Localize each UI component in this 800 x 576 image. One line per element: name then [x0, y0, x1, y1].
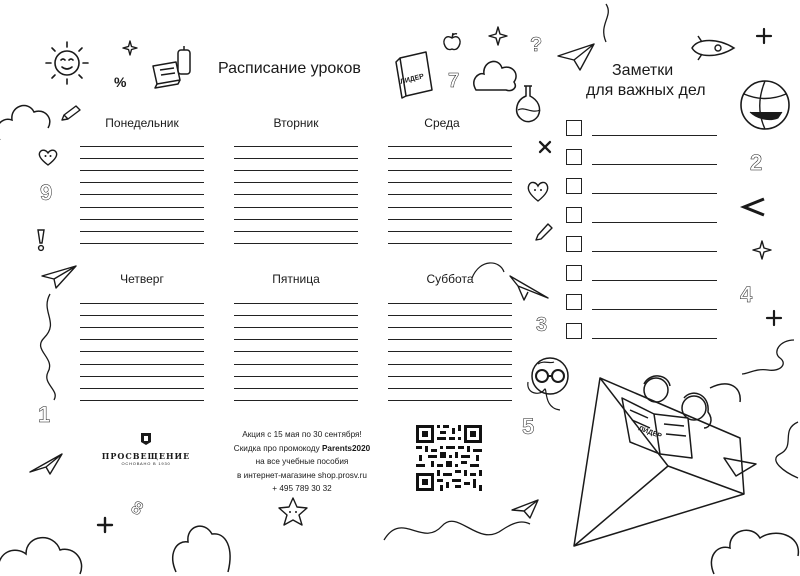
- note-line[interactable]: [592, 135, 717, 136]
- paper-plane-icon: [28, 452, 64, 476]
- promo-phone: + 495 789 30 32: [272, 484, 332, 493]
- percent-symbol: %: [114, 74, 127, 90]
- note-item[interactable]: [566, 207, 726, 225]
- note-checkbox[interactable]: [566, 323, 582, 339]
- swirl-line: [524, 380, 564, 414]
- cloud-icon: [704, 484, 800, 576]
- brand-emblem-icon: [140, 432, 152, 446]
- less-than-icon: [738, 196, 768, 218]
- note-checkbox[interactable]: [566, 178, 582, 194]
- note-item[interactable]: [566, 236, 726, 254]
- note-line[interactable]: [592, 193, 717, 194]
- note-line[interactable]: [592, 280, 717, 281]
- apple-icon: [442, 32, 462, 52]
- note-line[interactable]: [592, 222, 717, 223]
- doodle-number-5: 5: [522, 414, 535, 439]
- note-item[interactable]: [566, 149, 726, 167]
- qr-code[interactable]: [416, 425, 482, 491]
- promo-line2: [222, 442, 382, 456]
- paper-plane-icon: [556, 42, 596, 72]
- exclamation-icon: [34, 228, 48, 252]
- sparkle-icon: [488, 26, 508, 46]
- schedule-lines-friday[interactable]: [234, 292, 358, 401]
- notes-title-line2: для важных дел: [586, 82, 706, 99]
- doodle-number-7: 7: [448, 70, 460, 92]
- doodle-number-4: 4: [740, 282, 753, 307]
- schedule-lines-wednesday[interactable]: [388, 135, 512, 244]
- doodle-number-2: 2: [750, 150, 763, 175]
- promo-line4: в интернет-магазине shop.prosv.ru: [237, 470, 367, 480]
- plus-icon: [766, 310, 782, 326]
- brand-name: ПРОСВЕЩЕНИЕ: [101, 451, 191, 461]
- note-item[interactable]: [566, 178, 726, 196]
- note-checkbox[interactable]: [566, 236, 582, 252]
- cloud-icon: [0, 86, 54, 142]
- note-item[interactable]: [566, 120, 726, 138]
- schedule-lines-monday[interactable]: [80, 135, 204, 244]
- note-line[interactable]: [592, 338, 717, 339]
- paper-plane-icon: [40, 264, 78, 290]
- note-checkbox[interactable]: [566, 207, 582, 223]
- schedule-lines-tuesday[interactable]: [234, 135, 358, 244]
- swirl-line: [760, 420, 800, 480]
- flask-icon: [512, 84, 546, 124]
- paper-plane-icon: [510, 498, 540, 520]
- brand-founded: ОСНОВАНО В 1930: [121, 461, 171, 466]
- note-line[interactable]: [592, 251, 717, 252]
- schedule-lines-saturday[interactable]: [388, 292, 512, 401]
- doodle-number-1: 1: [38, 402, 51, 427]
- kite-book-title: ЛИДЕР: [637, 425, 663, 441]
- rocket-icon: [688, 34, 738, 62]
- notes-title-line1: Заметки: [612, 62, 674, 79]
- note-item[interactable]: [566, 294, 726, 312]
- question-mark: ?: [530, 34, 543, 56]
- plus-icon: [536, 138, 554, 156]
- promo-line1: Акция с 15 мая по 30 сентября!: [242, 430, 362, 439]
- paper-plane-icon: [470, 258, 550, 308]
- cloud-icon: [0, 510, 86, 576]
- promo-line3: на все учебные пособия: [255, 457, 349, 466]
- note-checkbox[interactable]: [566, 294, 582, 310]
- note-line[interactable]: [592, 309, 717, 310]
- plus-icon: [756, 28, 772, 44]
- note-checkbox[interactable]: [566, 265, 582, 281]
- heart-icon: [526, 180, 550, 202]
- promo-block: [222, 428, 382, 496]
- sparkle-icon: [122, 40, 138, 56]
- doodle-number-9: 9: [40, 180, 53, 205]
- swirl-line: [30, 292, 70, 402]
- star-face-icon: [276, 496, 310, 528]
- sun-icon: [42, 38, 92, 88]
- promo-line2-prefix: Скидка про промокоду: [233, 443, 322, 453]
- note-line[interactable]: [592, 164, 717, 165]
- plus-icon: [96, 516, 114, 534]
- sparkle-icon: [752, 240, 772, 260]
- book-title: ЛИДЕР: [399, 73, 425, 86]
- day-label-saturday: Суббота: [426, 272, 474, 286]
- ball-icon: [738, 78, 792, 132]
- promo-code: Parents2020: [321, 443, 371, 453]
- schedule-lines-thursday[interactable]: [80, 292, 204, 401]
- brand-logo: [96, 432, 196, 466]
- note-checkbox[interactable]: [566, 120, 582, 136]
- heart-icon: [38, 148, 58, 166]
- swirl-line: [596, 2, 616, 44]
- day-label-wednesday: Среда: [424, 116, 460, 130]
- pencil-icon: [534, 222, 554, 242]
- note-item[interactable]: [566, 323, 726, 341]
- pencil-icon: [60, 104, 82, 122]
- note-checkbox[interactable]: [566, 149, 582, 165]
- books-icon: [150, 44, 196, 90]
- doodle-number-8: 8: [127, 496, 147, 520]
- cloud-icon: [168, 490, 234, 574]
- day-label-tuesday: Вторник: [273, 116, 319, 130]
- doodle-number-3: 3: [536, 314, 548, 336]
- day-label-monday: Понедельник: [105, 116, 179, 130]
- note-item[interactable]: [566, 265, 726, 283]
- day-label-friday: Пятница: [272, 272, 320, 286]
- day-label-thursday: Четверг: [120, 272, 164, 286]
- schedule-title: Расписание уроков: [218, 60, 361, 77]
